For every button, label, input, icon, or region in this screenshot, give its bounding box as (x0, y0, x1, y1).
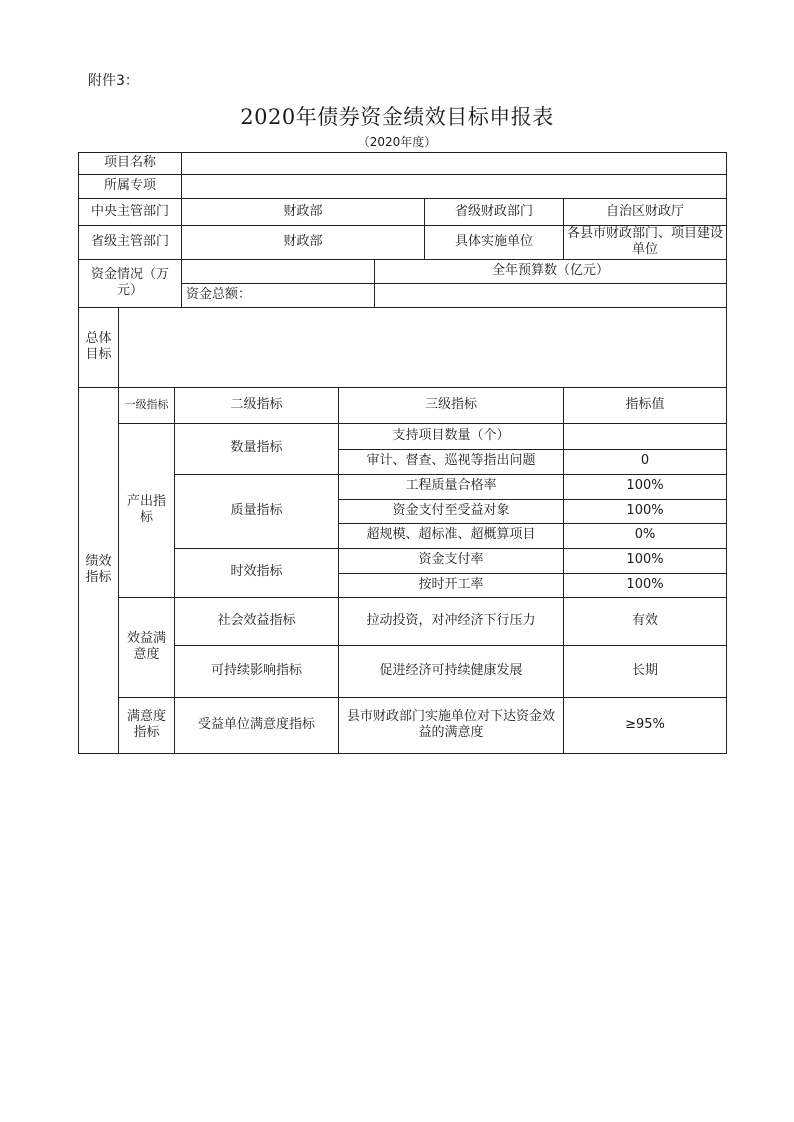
indicator-row (79, 697, 727, 753)
indicator-value[interactable]: 0% (564, 523, 727, 548)
funds-row-1 (79, 259, 727, 283)
indicator-name: 拉动投资，对冲经济下行压力 (339, 597, 564, 645)
col-level2-header: 二级指标 (175, 387, 339, 423)
indicator-name: 支持项目数量（个） (339, 423, 564, 449)
category-label: 所属专项 (79, 175, 182, 199)
indicator-row (79, 645, 727, 697)
indicator-name: 工程质量合格率 (339, 474, 564, 499)
prov-dept-row (79, 226, 727, 260)
indicator-value[interactable]: 100% (564, 499, 727, 523)
prov-finance-label: 省级财政部门 (425, 199, 564, 226)
overall-goal-label: 总体目标 (79, 307, 119, 387)
indicator-value[interactable]: 有效 (564, 597, 727, 645)
indicator-value[interactable]: 100% (564, 573, 727, 597)
indicators-section-label: 绩效指标 (79, 387, 119, 753)
satisfaction-sub-label: 受益单位满意度指标 (175, 697, 339, 753)
indicator-name: 超规模、超标准、超概算项目 (339, 523, 564, 548)
indicator-row (79, 597, 727, 645)
prov-dept-value[interactable]: 财政部 (182, 226, 425, 260)
central-dept-value[interactable]: 财政部 (182, 199, 425, 226)
col-value-header: 指标值 (564, 387, 727, 423)
indicator-value[interactable]: 100% (564, 474, 727, 499)
annual-budget-field[interactable] (375, 283, 727, 307)
performance-target-form (78, 152, 727, 754)
output-indicator-label: 产出指标 (119, 423, 175, 597)
total-funds-label: 资金总额： (182, 283, 375, 307)
timeliness-indicator-label: 时效指标 (175, 548, 339, 597)
indicator-value[interactable]: 0 (564, 449, 727, 474)
category-row (79, 175, 727, 199)
quality-indicator-label: 质量指标 (175, 474, 339, 548)
impl-unit-value[interactable]: 各县市财政部门、项目建设单位 (564, 226, 727, 260)
indicator-name: 促进经济可持续健康发展 (339, 645, 564, 697)
category-field[interactable] (182, 175, 727, 199)
sustain-impact-label: 可持续影响指标 (175, 645, 339, 697)
page-subtitle: （2020年度） (357, 135, 437, 149)
central-dept-label: 中央主管部门 (79, 199, 182, 226)
funds-label: 资金情况（万元） (79, 259, 182, 307)
annual-budget-label: 全年预算数（亿元） (375, 259, 727, 283)
impl-unit-label: 具体实施单位 (425, 226, 564, 260)
project-name-field[interactable] (182, 153, 727, 175)
indicator-value[interactable]: ≥95% (564, 697, 727, 753)
indicator-value[interactable] (564, 423, 727, 449)
funds-blank-1 (182, 259, 375, 283)
page-title: 2020年债券资金绩效目标申报表 (240, 105, 554, 129)
central-dept-row (79, 199, 727, 226)
indicator-value[interactable]: 长期 (564, 645, 727, 697)
indicator-name: 县市财政部门实施单位对下达资金效益的满意度 (339, 697, 564, 753)
social-benefit-label: 社会效益指标 (175, 597, 339, 645)
indicator-row (79, 548, 727, 573)
satisfaction-indicator-label: 满意度指标 (119, 697, 175, 753)
overall-goal-field[interactable] (119, 307, 727, 387)
attachment-label: 附件3： (88, 73, 139, 89)
indicator-name: 资金支付至受益对象 (339, 499, 564, 523)
indicator-row (79, 423, 727, 449)
indicator-name: 审计、督查、巡视等指出问题 (339, 449, 564, 474)
prov-finance-value[interactable]: 自治区财政厅 (564, 199, 727, 226)
indicator-row (79, 474, 727, 499)
indicator-header-row (79, 387, 727, 423)
benefit-indicator-label: 效益满意度 (119, 597, 175, 697)
overall-goal-row (79, 307, 727, 387)
col-level1-header: 一级指标 (119, 387, 175, 423)
prov-dept-label: 省级主管部门 (79, 226, 182, 260)
project-name-label: 项目名称 (79, 153, 182, 175)
quantity-indicator-label: 数量指标 (175, 423, 339, 474)
project-name-row (79, 153, 727, 175)
indicator-name: 资金支付率 (339, 548, 564, 573)
col-level3-header: 三级指标 (339, 387, 564, 423)
indicator-value[interactable]: 100% (564, 548, 727, 573)
indicator-name: 按时开工率 (339, 573, 564, 597)
